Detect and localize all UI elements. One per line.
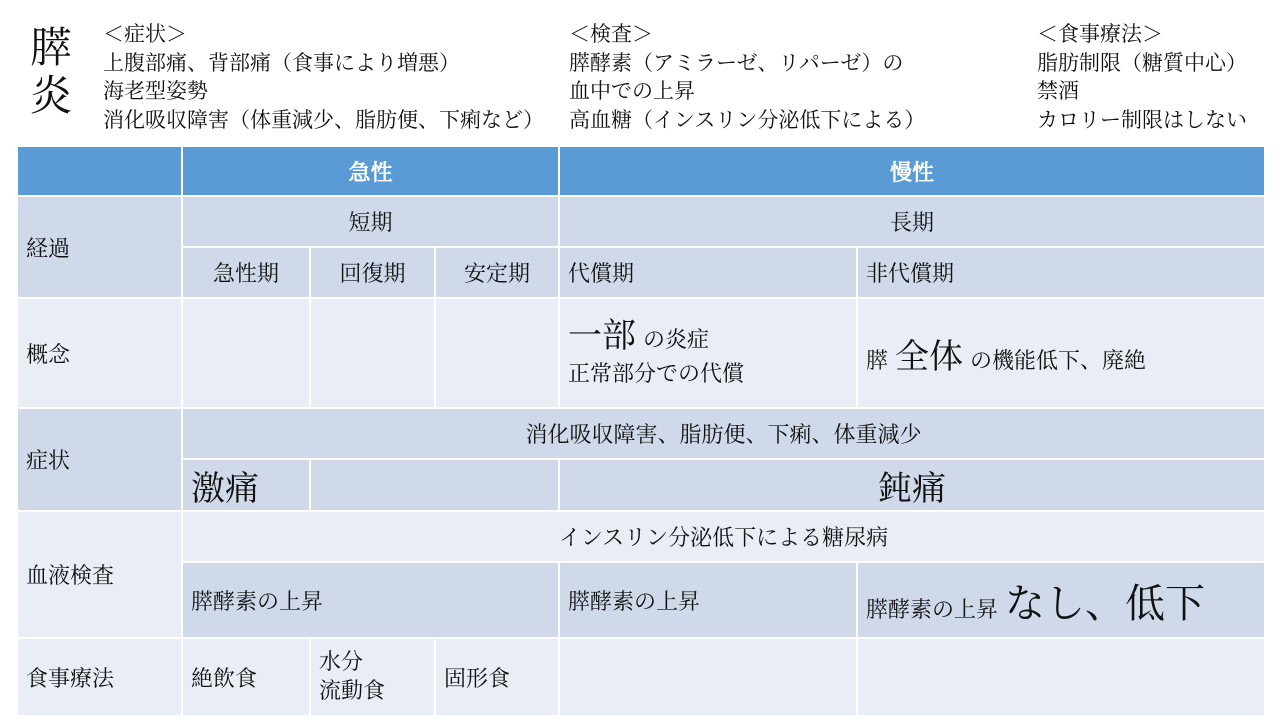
blood-compensated: 膵酵素の上昇 xyxy=(559,562,857,638)
phase-stable: 安定期 xyxy=(435,247,559,298)
diet-line: 脂肪制限（糖質中心） xyxy=(1037,50,1247,75)
diet-label: 食事療法 xyxy=(17,638,182,716)
symptom-chronic-pain: 鈍痛 xyxy=(559,459,1265,511)
concept-empty xyxy=(310,298,435,408)
diet-liquid xyxy=(310,638,435,716)
symptom-label: 症状 xyxy=(17,408,182,511)
course-acute: 短期 xyxy=(182,196,559,247)
phase-recovery: 回復期 xyxy=(310,247,435,298)
title-char-1: 膵 xyxy=(30,23,73,72)
blood-row-1 xyxy=(17,511,1265,562)
concept-decompensated xyxy=(857,298,1265,408)
concept-row xyxy=(17,298,1265,408)
diet-fasting: 絶飲食 xyxy=(182,638,310,716)
title-char-2: 炎 xyxy=(30,71,73,120)
page-title xyxy=(30,24,86,120)
phase-decompensated: 非代償期 xyxy=(857,247,1265,298)
blood-common: インスリン分泌低下による糖尿病 xyxy=(182,511,1265,562)
concept-comp-emphasis: 一部 xyxy=(568,315,636,356)
blood-decomp-emphasis: なし、低下 xyxy=(1005,580,1206,627)
symptom-acute-pain: 激痛 xyxy=(182,459,310,511)
diet-info xyxy=(1037,20,1247,134)
diet-line: カロリー制限はしない xyxy=(1037,107,1247,132)
blood-decompensated xyxy=(857,562,1265,638)
symptoms-heading: ＜症状＞ xyxy=(103,22,187,46)
blood-row-2 xyxy=(17,562,1265,638)
diet-empty xyxy=(559,638,857,716)
blood-decomp-text: 膵酵素の上昇 xyxy=(866,597,999,623)
blood-acute: 膵酵素の上昇 xyxy=(182,562,559,638)
symptoms-line: 海老型姿勢 xyxy=(103,79,208,103)
tests-info xyxy=(569,20,925,134)
blood-label: 血液検査 xyxy=(17,511,182,638)
diet-liquid-line2: 流動食 xyxy=(319,679,386,704)
symptom-acute-empty xyxy=(310,459,559,511)
diet-liquid-line1: 水分 xyxy=(319,650,364,675)
symptom-row-2 xyxy=(17,459,1265,511)
course-chronic: 長期 xyxy=(559,196,1265,247)
symptoms-line: 上腹部痛、背部痛（食事により増悪） xyxy=(103,50,460,75)
tests-line: 高血糖（インスリン分泌低下による） xyxy=(569,107,926,132)
header-row xyxy=(17,146,1265,196)
phase-compensated: 代償期 xyxy=(559,247,857,298)
diet-line: 禁酒 xyxy=(1037,79,1079,103)
concept-comp-text: の炎症 xyxy=(643,327,710,353)
symptoms-info xyxy=(103,20,544,134)
concept-empty xyxy=(435,298,559,408)
comparison-table xyxy=(16,145,1266,717)
tests-line: 膵酵素（アミラーゼ、リパーゼ）の xyxy=(569,50,904,75)
diet-empty xyxy=(857,638,1265,716)
course-row-1 xyxy=(17,196,1265,247)
diet-heading: ＜食事療法＞ xyxy=(1037,22,1163,46)
course-label: 経過 xyxy=(17,196,182,298)
concept-decomp-prefix: 膵 xyxy=(866,348,889,374)
concept-decomp-text: の機能低下、廃絶 xyxy=(970,348,1147,374)
symptom-common: 消化吸収障害、脂肪便、下痢、体重減少 xyxy=(182,408,1265,459)
header-chronic: 慢性 xyxy=(559,146,1265,196)
concept-decomp-emphasis: 全体 xyxy=(895,336,964,377)
tests-line: 血中での上昇 xyxy=(569,79,695,103)
symptom-row-1 xyxy=(17,408,1265,459)
concept-label: 概念 xyxy=(17,298,182,408)
concept-empty xyxy=(182,298,310,408)
symptoms-line: 消化吸収障害（体重減少、脂肪便、下痢など） xyxy=(103,107,544,132)
tests-heading: ＜検査＞ xyxy=(569,22,653,46)
diet-row xyxy=(17,638,1265,716)
course-row-2 xyxy=(17,247,1265,298)
header-corner xyxy=(17,146,182,196)
concept-compensated xyxy=(559,298,857,408)
header-acute: 急性 xyxy=(182,146,559,196)
phase-acute: 急性期 xyxy=(182,247,310,298)
diet-solid: 固形食 xyxy=(435,638,559,716)
concept-comp-line2: 正常部分での代償 xyxy=(568,361,745,387)
